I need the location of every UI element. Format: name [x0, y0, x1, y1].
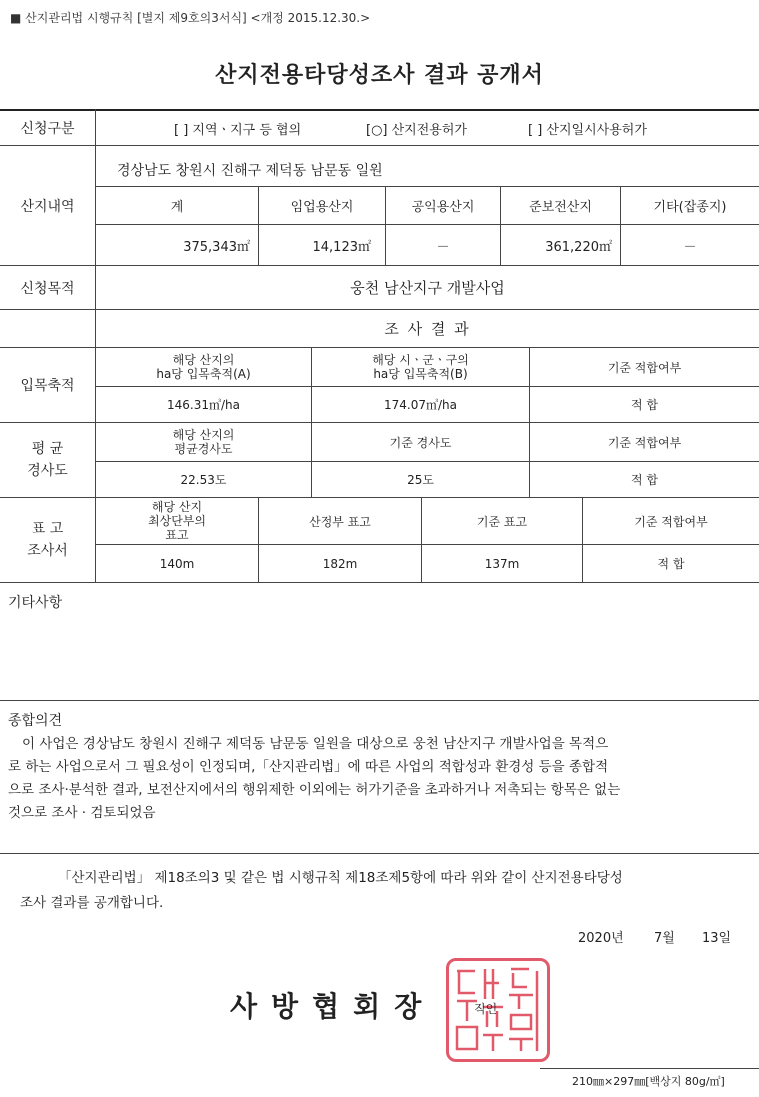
option-conversion-permit: [○] 산지전용허가 [366, 123, 467, 138]
forest-details-label: 산지내역 [20, 198, 75, 215]
divider [0, 853, 759, 854]
elevation-header-summit: 산정부 표고 [309, 514, 371, 529]
square-marker-icon: ■ [10, 11, 22, 25]
date-month: 7월 [654, 931, 675, 946]
slope-header-compliance: 기준 적합여부 [607, 435, 682, 450]
elevation-label: 표 고 조사서 [27, 521, 68, 559]
value-other: － [683, 239, 697, 255]
slope-value-compliance: 적 합 [631, 473, 658, 487]
slope-label: 평 균 경사도 [27, 441, 68, 479]
stock-value-compliance: 적 합 [631, 398, 658, 412]
divider [0, 700, 759, 701]
top-border [0, 109, 759, 111]
purpose-label: 신청목적 [20, 280, 75, 297]
opinion-label: 종합의견 [8, 713, 63, 729]
opinion-text [8, 733, 753, 825]
statement-line1: 「산지관리법」 제18조의3 및 같은 법 시행규칙 제18조제5항에 따라 위와 같이 산지전용타당성 [58, 870, 623, 886]
value-forestry: 14,123㎡ [312, 239, 371, 255]
purpose-value: 웅천 남산지구 개발사업 [350, 279, 505, 297]
col-forestry: 임업용산지 [290, 200, 354, 215]
elevation-header-top: 해당 산지 최상단부의 표고 [148, 500, 206, 542]
opinion-line: 으로 조사·분석한 결과, 보전산지에서의 행위제한 이외에는 허가기준을 초과하거나 저촉되는 항목은 없는 [8, 782, 621, 798]
stock-label: 입목축적 [20, 378, 75, 394]
application-type-label: 신청구분 [20, 120, 75, 137]
page-title: 산지전용타당성조사 결과 공개서 [215, 63, 544, 88]
forest-address: 경상남도 창원시 진해구 제덕동 남문동 일원 [117, 163, 383, 179]
stock-header-region: 해당 시ㆍ군ㆍ구의 ha당 입목축적(B) [372, 353, 469, 381]
statement-line2: 조사 결과를 공개합니다. [20, 895, 164, 911]
elevation-header-standard: 기준 표고 [476, 514, 528, 529]
date-year: 2020년 [578, 931, 624, 946]
signer-name: 사방협회장 [230, 990, 436, 1023]
elevation-value-compliance: 적 합 [657, 557, 685, 571]
elevation-header-compliance: 기준 적합여부 [634, 514, 708, 529]
opinion-line: 로 하는 사업으로서 그 필요성이 인정되며,「산지관리법」에 따른 사업의 적합성과 환경성 등을 종합적 [8, 759, 609, 775]
value-semi-preservation: 361,220㎡ [545, 239, 612, 255]
stock-value-region: 174.07㎥/ha [384, 398, 457, 412]
elevation-value-top: 140m [159, 556, 195, 571]
col-other: 기타(잡종지) [653, 200, 727, 215]
col-public-interest: 공익용산지 [411, 200, 475, 215]
stock-header-compliance: 기준 적합여부 [607, 360, 682, 375]
col-total: 계 [170, 200, 184, 215]
stock-value-site: 146.31㎥/ha [167, 398, 240, 412]
other-label: 기타사항 [8, 595, 63, 611]
divider [0, 145, 759, 146]
elevation-value-summit: 182m [322, 556, 358, 571]
option-region-consultation: [ ] 지역ㆍ지구 등 협의 [174, 123, 302, 138]
opinion-line: 이 사업은 경상남도 창원시 진해구 제덕동 남문동 일원을 대상으로 웅천 남산지구 개발사업을 목적으 [22, 736, 609, 752]
date-day: 13일 [702, 931, 732, 946]
stock-header-site: 해당 산지의 ha당 입목축적(A) [156, 353, 251, 381]
slope-header-site: 해당 산지의 평균경사도 [172, 428, 235, 456]
value-public-interest: － [436, 239, 450, 255]
slope-header-standard: 기준 경사도 [389, 435, 452, 450]
opinion-line: 것으로 조사 · 검토되었음 [8, 805, 156, 821]
form-reference: ■ 산지관리법 시행규칙 [별지 제9호의3서식] <개정 2015.12.30.> [10, 11, 371, 25]
slope-value-standard: 25도 [407, 473, 434, 487]
survey-result-heading: 조 사 결 과 [384, 320, 471, 338]
elevation-value-standard: 137m [484, 556, 520, 571]
seal-label: 직인 [474, 1002, 498, 1016]
col-semi-preservation: 준보전산지 [529, 200, 592, 215]
option-temporary-use-permit: [ ] 산지일시사용허가 [528, 123, 647, 138]
divider [540, 1068, 759, 1069]
divider [0, 582, 759, 583]
slope-value-site: 22.53도 [180, 473, 227, 487]
paper-spec: 210㎜×297㎜[백상지 80g/㎡] [572, 1075, 725, 1088]
official-seal [446, 958, 550, 1062]
value-total: 375,343㎡ [183, 239, 250, 255]
seal-icon [449, 961, 547, 1059]
